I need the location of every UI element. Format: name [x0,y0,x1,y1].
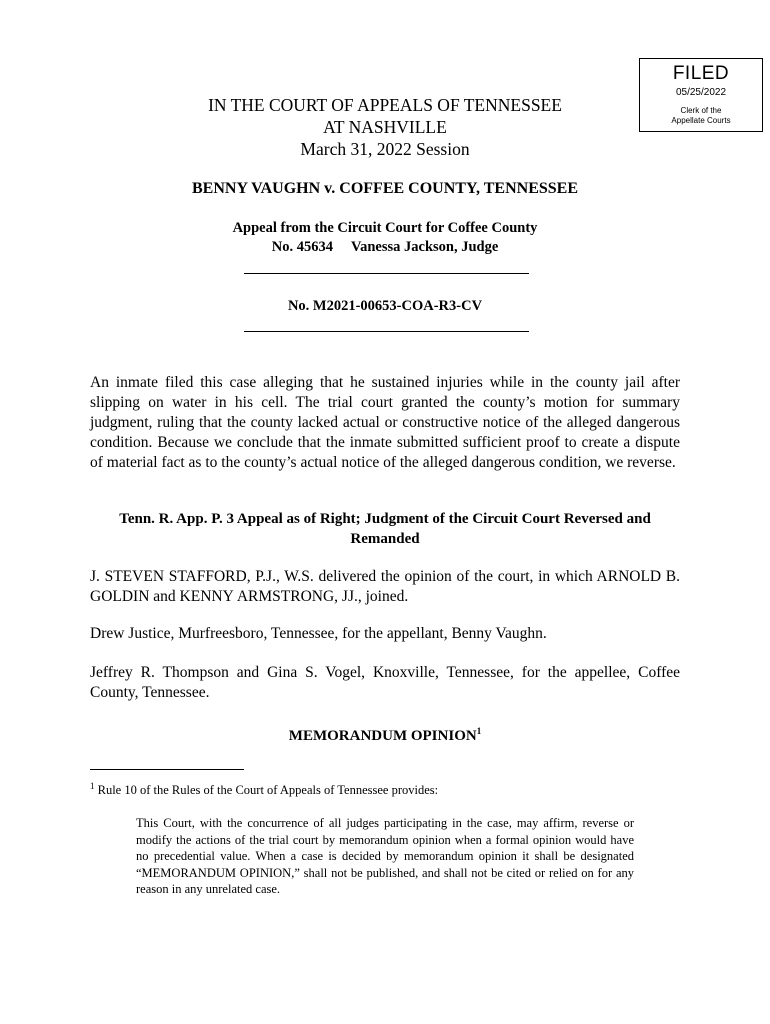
disposition: Tenn. R. App. P. 3 Appeal as of Right; Judgment of the Circuit Court Reversed and Remanded [119,511,651,547]
footnote-text: Rule 10 of the Rules of the Court of Appeals of Tennessee provides: [97,783,439,798]
footnote-quote: This Court, with the concurrence of all judges participating in the case, may affirm, reverse or modify the actions of the trial court by memorandum opinion when a formal opinion would have no precedential value. When a case is decided by memorandum opinion it shall be designated “MEMORANDUM OPINION,” shall not be published, and shall not be cited or relied on for any reason in any unrelated case. [136,816,634,896]
court-location: AT NASHVILLE [323,117,447,137]
case-caption: BENNY VAUGHN v. COFFEE COUNTY, TENNESSEE [191,180,579,197]
counsel-appellee: Jeffrey R. Thompson and Gina S. Vogel, Knoxville, Tennessee, for the appellee, Coffee County, Tennessee. [90,664,680,701]
appeal-details [88,238,682,257]
authorship: J. STEVEN STAFFORD, P.J., W.S. delivered the opinion of the court, in which ARNOLD B. GOLDIN and KENNY ARMSTRONG, JJ., joined. [90,568,681,605]
court-name: IN THE COURT OF APPEALS OF TENNESSEE [208,95,562,115]
appeal-from: Appeal from the Circuit Court for Coffee County [232,220,538,236]
footnote [90,778,680,798]
trial-judge: Vanessa Jackson, Judge [350,239,499,255]
stamp-courts-line: Appellate Courts [671,116,731,125]
docket-number: No. M2021-00653-COA-R3-CV [287,298,483,314]
divider-bottom [244,331,529,332]
trial-case-number: No. 45634 [271,239,333,255]
stamp-clerk-line: Clerk of the [680,106,722,115]
case-summary: An inmate filed this case alleging that he sustained injuries while in the county jail after slipping on water in his cell. The trial court granted the county’s motion for summary judgment, ruling that the county lacked actual or constructive notice of the alleged dangerous condition. Because we conclude that the inmate submitted sufficient proof to create a dispute of material fact as to the county’s actual notice of the alleged dangerous condition, we reverse. [90,374,680,471]
opinion-title: MEMORANDUM OPINION$^1$ [288,726,482,744]
footnote-divider [90,769,244,770]
divider-top [244,273,529,274]
counsel-appellant: Drew Justice, Murfreesboro, Tennessee, for the appellant, Benny Vaughn. [90,625,547,642]
footnote-ref[interactable]: 1 [476,726,482,736]
stamp-date: 05/25/2022 [675,87,727,98]
stamp-title: FILED [672,63,730,84]
session-date: March 31, 2022 Session [300,139,470,159]
footnote-marker: 1 [90,781,95,791]
